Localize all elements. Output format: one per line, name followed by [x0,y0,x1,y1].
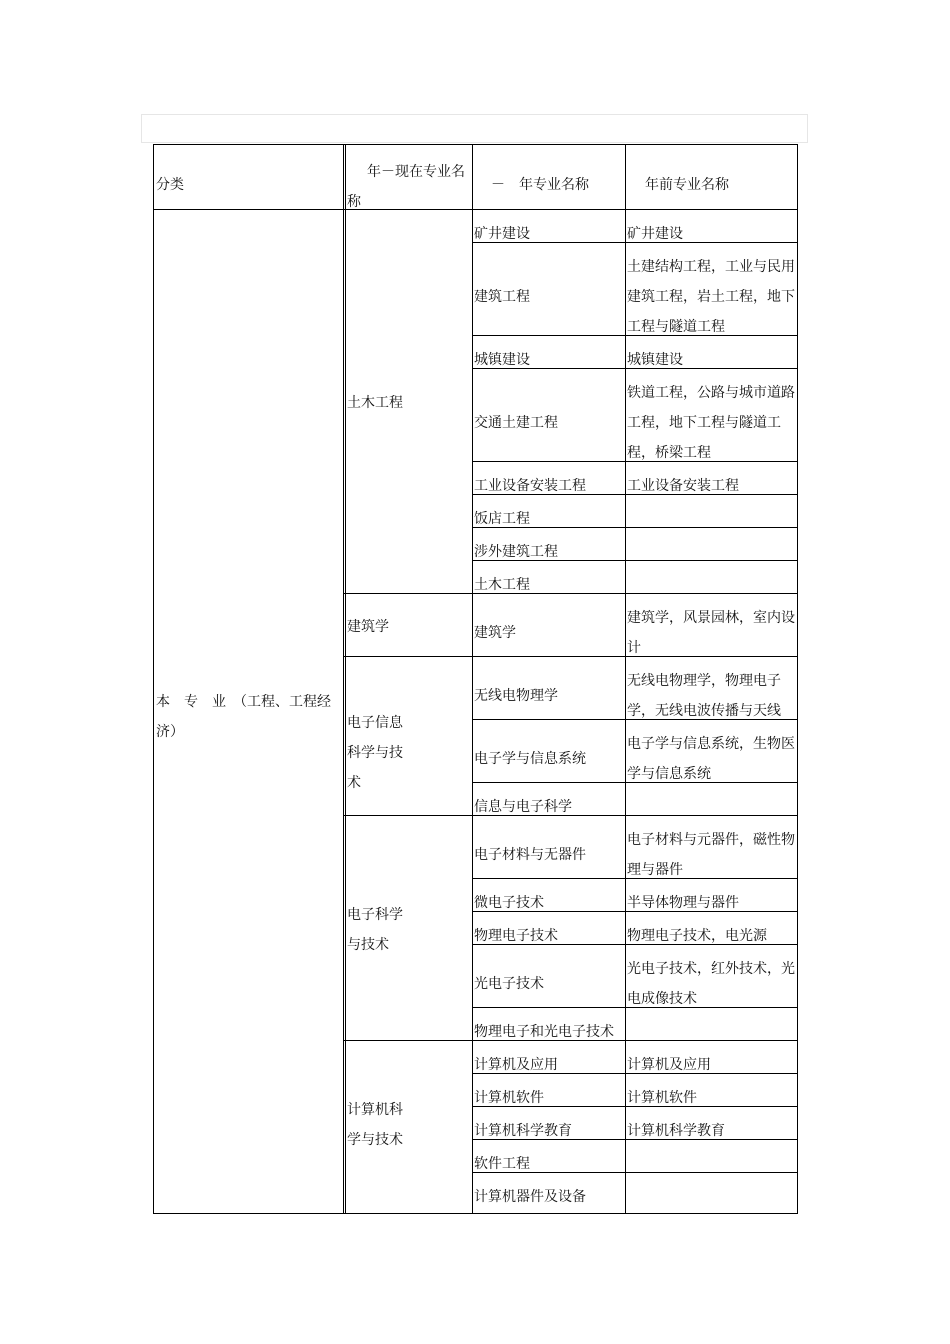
row-divider [473,1007,798,1008]
cell-mid-name: 土木工程 [474,577,530,593]
header-before-name: 年前专业名称 [645,177,729,193]
cell-mid-name: 信息与电子科学 [474,799,572,815]
cell-before-name: 矿井建设 [627,226,683,242]
row-divider [473,560,798,561]
cell-mid-name: 建筑工程 [474,289,530,305]
cell-mid-name: 交通土建工程 [474,415,558,431]
cell-mid-name: 城镇建设 [474,352,530,368]
cell-before-name: 计算机软件 [627,1090,697,1106]
row-divider [473,1172,798,1173]
cell-before-name: 物理电子技术，电光源 [627,928,767,944]
group-name-cell: 土木工程 [347,395,403,411]
cell-mid-name: 无线电物理学 [474,688,558,704]
row-divider [473,911,798,912]
cell-mid-name: 饭店工程 [474,511,530,527]
row-divider [473,242,798,243]
group-name-cell: 电子信息科学与技术 [347,715,403,791]
cell-mid-name: 电子材料与无器件 [474,847,586,863]
row-divider [473,719,798,720]
row-divider [473,527,798,528]
cell-before-name: 土建结构工程，工业与民用建筑工程，岩土工程，地下工程与隧道工程 [627,259,795,335]
cell-before-name: 电子学与信息系统，生物医学与信息系统 [627,736,795,782]
row-divider [473,368,798,369]
cell-mid-name: 涉外建筑工程 [474,544,558,560]
group-divider [344,593,798,594]
table-border-left [153,145,154,1213]
cell-before-name: 工业设备安装工程 [627,478,739,494]
cell-before-name: 无线电物理学，物理电子学，无线电波传播与天线 [627,673,781,719]
table-column-divider [625,145,626,1213]
header-mid-name: － 年专业名称 [491,177,589,193]
group-divider [344,656,798,657]
row-divider [473,782,798,783]
table-column-divider [472,145,473,1213]
major-mapping-table [153,144,798,1214]
cell-before-name: 电子材料与元器件，磁性物理与器件 [627,832,795,878]
cell-mid-name: 电子学与信息系统 [474,751,586,767]
row-divider [473,878,798,879]
group-divider [344,815,798,816]
cell-before-name: 建筑学，风景园林，室内设计 [627,610,795,656]
cell-mid-name: 计算机器件及设备 [474,1189,586,1205]
cell-mid-name: 物理电子和光电子技术 [474,1024,614,1040]
cell-before-name: 光电子技术，红外技术，光电成像技术 [627,961,795,1007]
cell-mid-name: 矿井建设 [474,226,530,242]
cell-mid-name: 物理电子技术 [474,928,558,944]
cell-mid-name: 计算机及应用 [474,1057,558,1073]
row-divider [473,494,798,495]
cell-mid-name: 微电子技术 [474,895,544,911]
row-divider [473,461,798,462]
header-current-name: 年－现在专业名称 [347,164,465,210]
cell-before-name: 铁道工程，公路与城市道路工程，地下工程与隧道工程，桥梁工程 [627,385,795,461]
row-divider [473,1073,798,1074]
cell-before-name: 半导体物理与器件 [627,895,739,911]
cell-mid-name: 软件工程 [474,1156,530,1172]
table-column-divider [343,145,346,1213]
cell-before-name: 计算机及应用 [627,1057,711,1073]
group-name-cell: 建筑学 [347,619,389,635]
cell-mid-name: 工业设备安装工程 [474,478,586,494]
cell-before-name: 计算机科学教育 [627,1123,725,1139]
cell-mid-name: 建筑学 [474,625,516,641]
group-divider [344,1040,798,1041]
cell-before-name: 城镇建设 [627,352,683,368]
group-name-cell: 计算机科学与技术 [347,1102,403,1148]
header-category: 分类 [156,177,184,193]
page-header-strip [141,114,808,143]
table-border-right [797,145,798,1213]
row-divider [473,335,798,336]
row-divider [473,1106,798,1107]
row-divider [473,1139,798,1140]
cell-mid-name: 光电子技术 [474,976,544,992]
header-divider [153,209,798,210]
category-cell: 本 专 业 （工程、工程经济） [156,694,331,740]
row-divider [473,944,798,945]
group-name-cell: 电子科学与技术 [347,907,403,953]
cell-mid-name: 计算机软件 [474,1090,544,1106]
cell-mid-name: 计算机科学教育 [474,1123,572,1139]
